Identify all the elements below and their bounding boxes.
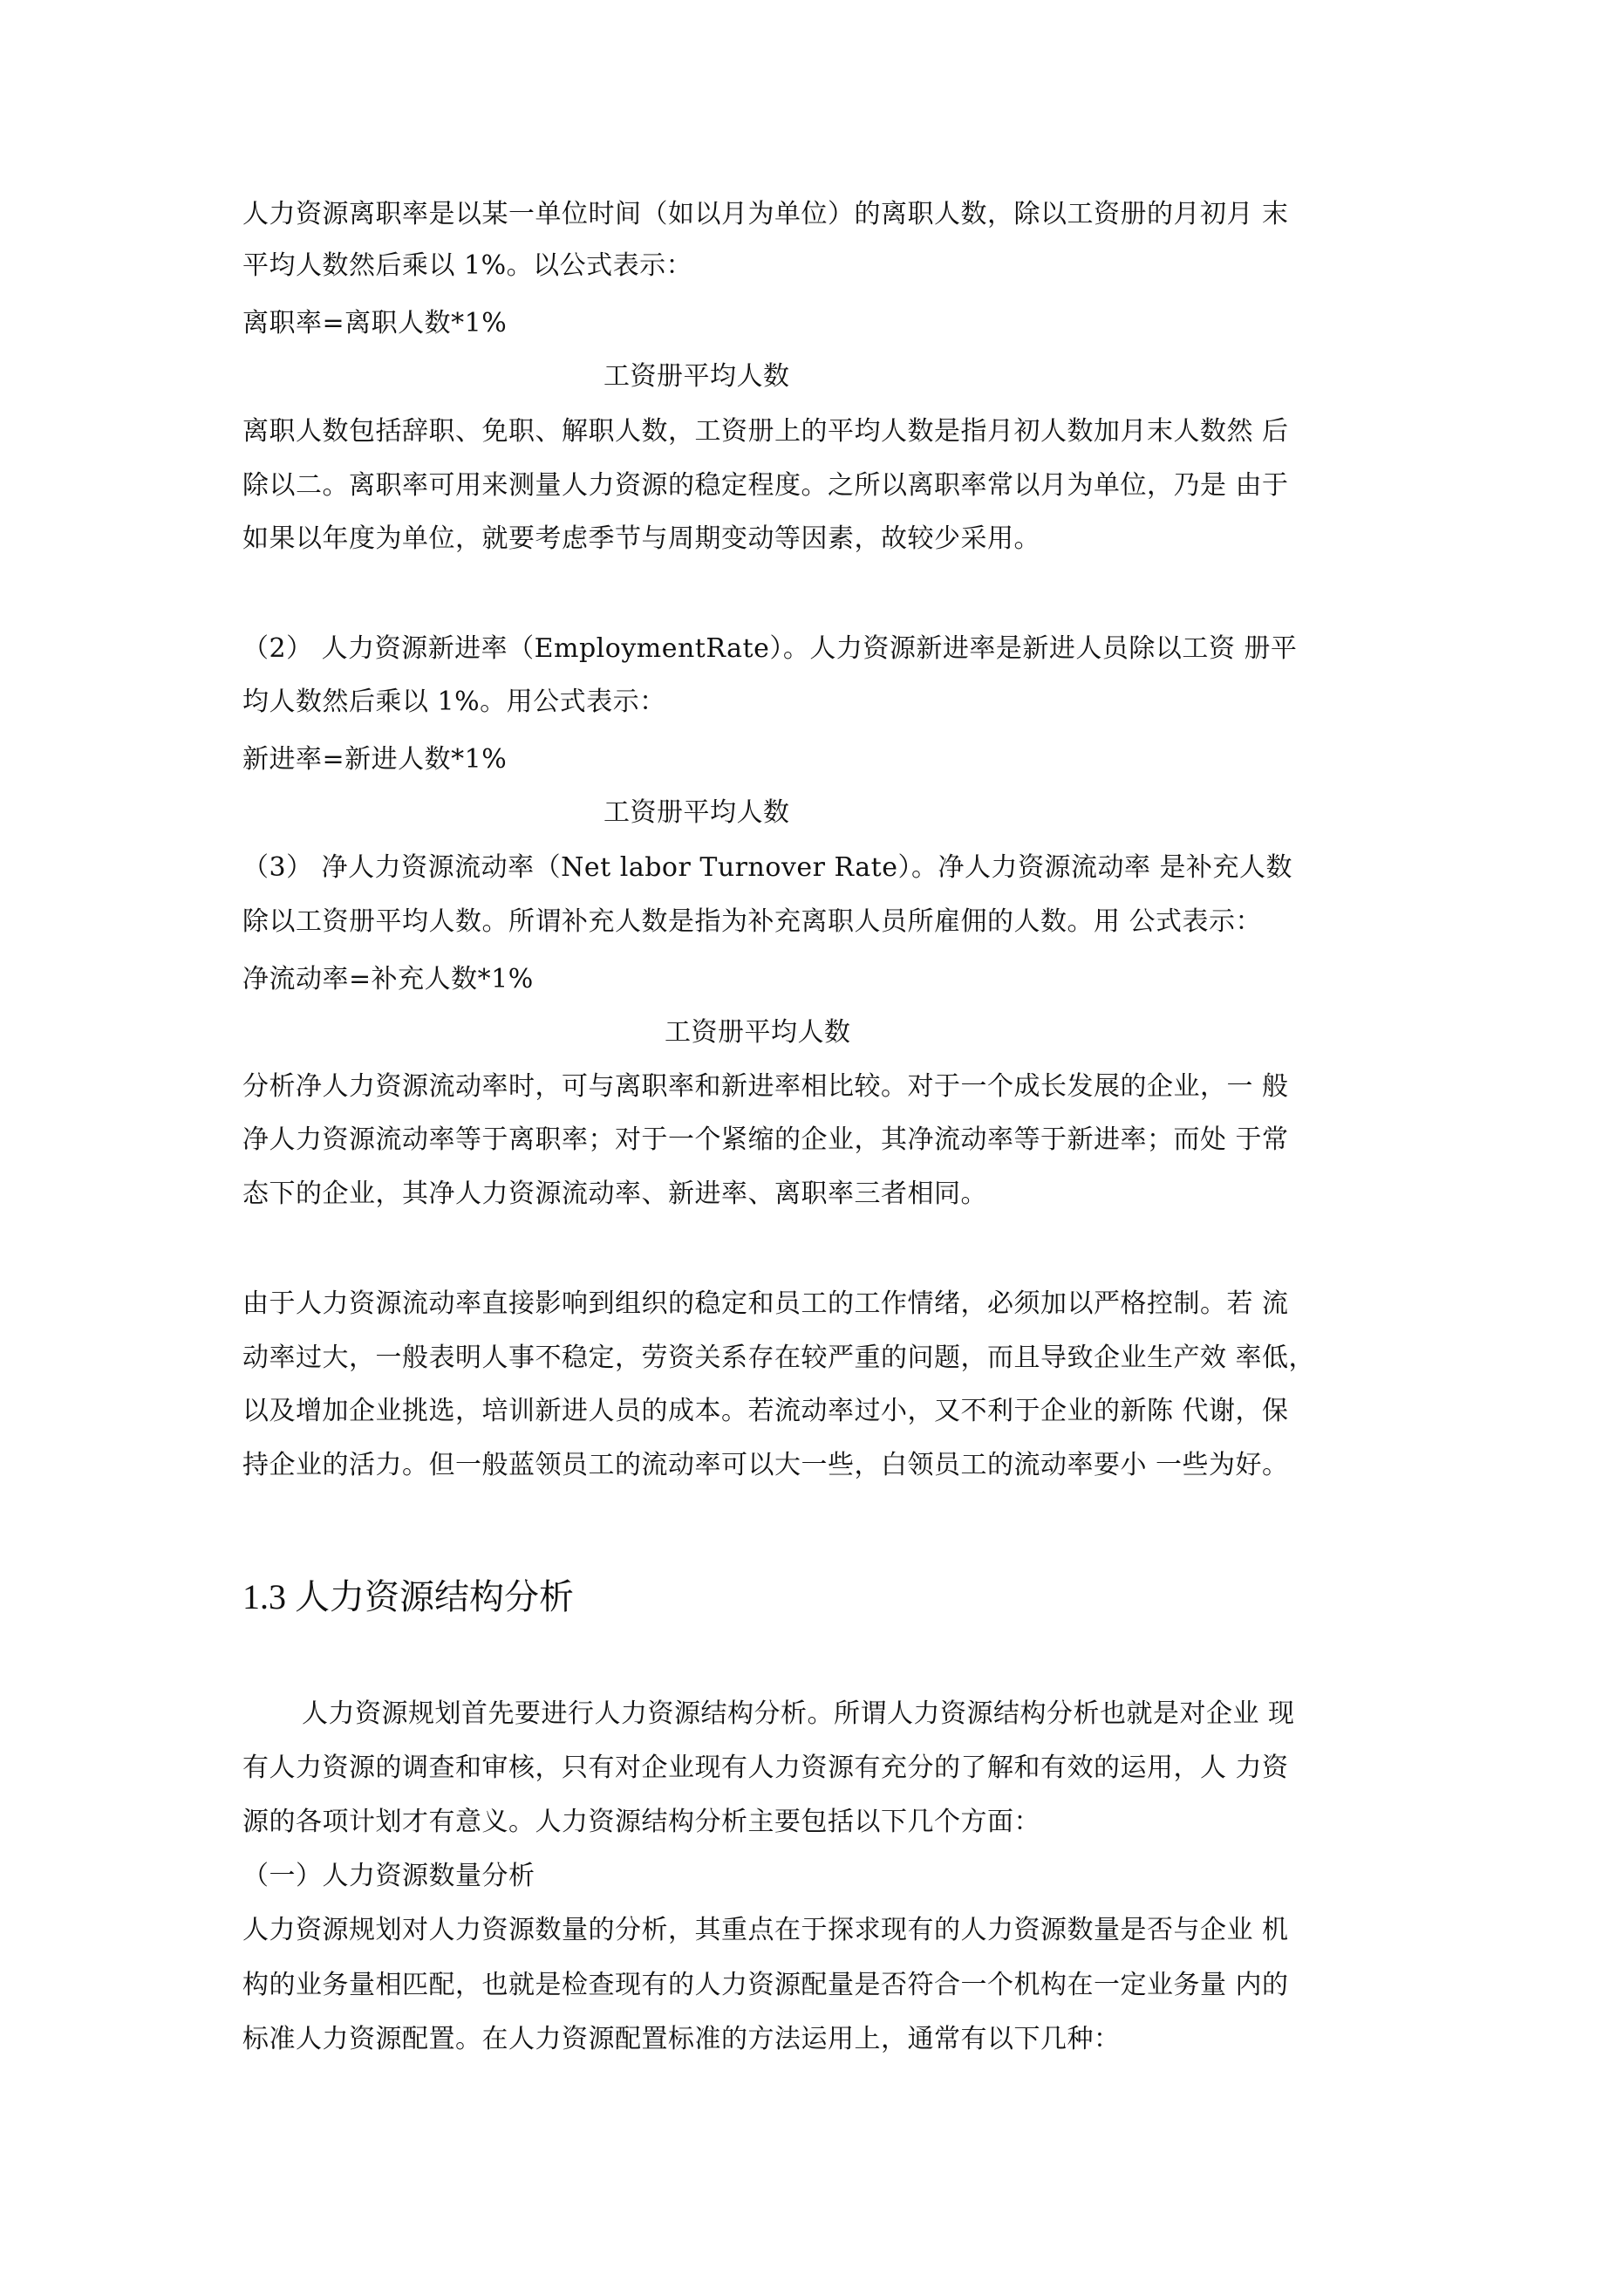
paragraph-line: 构的业务量相匹配，也就是检查现有的人力资源配量是否符合一个机构在一定业务量 内的 bbox=[242, 1970, 1289, 2000]
paragraph-line: 分析净人力资源流动率时，可与离职率和新进率相比较。对于一个成长发展的企业，一 般 bbox=[242, 1071, 1289, 1102]
paragraph-line: 源的各项计划才有意义。人力资源结构分析主要包括以下几个方面： bbox=[242, 1807, 1040, 1837]
paragraph-line: 动率过大，一般表明人事不稳定，劳资关系存在较严重的问题，而且导致企业生产效 率低， bbox=[242, 1343, 1316, 1373]
paragraph-line: 平均人数然后乘以 1%。以公式表示： bbox=[242, 250, 693, 281]
paragraph-line: 除以工资册平均人数。所谓补充人数是指为补充离职人员所雇佣的人数。用 公式表示： bbox=[242, 906, 1263, 937]
paragraph-line: 标准人力资源配置。在人力资源配置标准的方法运用上，通常有以下几种： bbox=[242, 2024, 1121, 2054]
section-heading: 1.3 人力资源结构分析 bbox=[242, 1577, 574, 1616]
paragraph-line: 由于人力资源流动率直接影响到组织的稳定和员工的工作情绪，必须加以严格控制。若 流 bbox=[242, 1288, 1289, 1319]
paragraph-line: 有人力资源的调查和审核，只有对企业现有人力资源有充分的了解和有效的运用，人 力资 bbox=[242, 1753, 1289, 1783]
formula-denominator: 工资册平均人数 bbox=[604, 361, 790, 392]
paragraph-line: （3） 净人力资源流动率（Net labor Turnover Rate）。净人力资源流动率 是补充人数 bbox=[242, 852, 1292, 883]
paragraph-line: 除以二。离职率可用来测量人力资源的稳定程度。之所以离职率常以月为单位，乃是 由于 bbox=[242, 470, 1289, 501]
paragraph-line: 人力资源离职率是以某一单位时间（如以月为单位）的离职人数，除以工资册的月初月 末 bbox=[242, 199, 1289, 229]
paragraph-line: 人力资源规划对人力资源数量的分析，其重点在于探求现有的人力资源数量是否与企业 机 bbox=[242, 1915, 1289, 1945]
formula-numerator: 新进率=新进人数*1% bbox=[242, 744, 508, 775]
formula-denominator: 工资册平均人数 bbox=[665, 1017, 851, 1048]
paragraph-line: 离职人数包括辞职、免职、解职人数，工资册上的平均人数是指月初人数加月末人数然 后 bbox=[242, 416, 1289, 447]
paragraph-line: 净人力资源流动率等于离职率；对于一个紧缩的企业，其净流动率等于新进率；而处 于常 bbox=[242, 1124, 1289, 1155]
paragraph-line: 以及增加企业挑选，培训新进人员的成本。若流动率过小，又不利于企业的新陈 代谢，保 bbox=[242, 1396, 1289, 1426]
paragraph-line: 态下的企业，其净人力资源流动率、新进率、离职率三者相同。 bbox=[242, 1179, 987, 1209]
paragraph-line: 人力资源规划首先要进行人力资源结构分析。所谓人力资源结构分析也就是对企业 现 bbox=[302, 1698, 1295, 1729]
formula-numerator: 离职率=离职人数*1% bbox=[242, 308, 508, 338]
formula-denominator: 工资册平均人数 bbox=[604, 797, 790, 828]
formula-numerator: 净流动率=补充人数*1% bbox=[242, 964, 534, 994]
paragraph-line: 持企业的活力。但一般蓝领员工的流动率可以大一些，白领员工的流动率要小 一些为好。 bbox=[242, 1450, 1289, 1480]
subheading: （一）人力资源数量分析 bbox=[242, 1861, 535, 1891]
paragraph-line: 如果以年度为单位，就要考虑季节与周期变动等因素，故较少采用。 bbox=[242, 523, 1040, 554]
paragraph-line: （2） 人力资源新进率（EmploymentRate）。人力资源新进率是新进人员除以工资 册平 bbox=[242, 633, 1298, 664]
paragraph-line: 均人数然后乘以 1%。用公式表示： bbox=[242, 687, 666, 717]
